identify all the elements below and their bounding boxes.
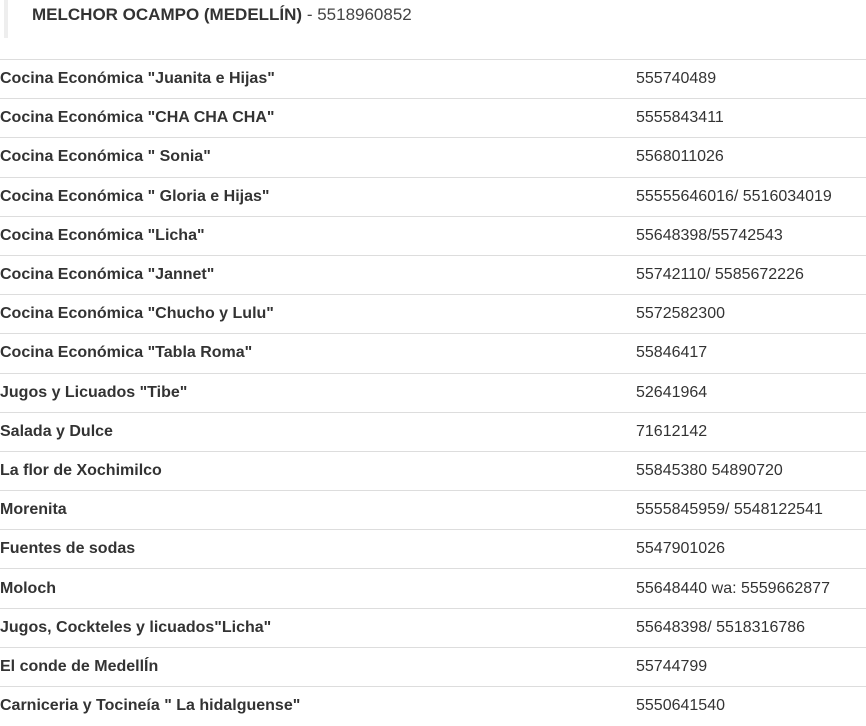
table-row [0,530,866,569]
business-name: Carniceria y Tocineía " La hidalguense" [0,687,636,726]
table-row [0,647,866,686]
table-row [0,608,866,647]
section-header-line [32,5,412,25]
table-row [0,99,866,138]
business-name: Jugos, Cockteles y licuados"Licha" [0,608,636,647]
table-row [0,60,866,99]
business-phone: 55555646016/ 5516034019 [636,177,866,216]
business-phone: 55846417 [636,334,866,373]
business-phone: 52641964 [636,373,866,412]
business-name: Fuentes de sodas [0,530,636,569]
business-name: Cocina Económica "Chucho y Lulu" [0,295,636,334]
business-phone: 5555843411 [636,99,866,138]
business-phone: 55744799 [636,647,866,686]
business-name: Cocina Económica "Jannet" [0,255,636,294]
business-phone: 71612142 [636,412,866,451]
table-row [0,216,866,255]
business-name: Cocina Económica " Gloria e Hijas" [0,177,636,216]
business-name: Cocina Económica " Sonia" [0,138,636,177]
business-name: Salada y Dulce [0,412,636,451]
directory-table [0,59,866,726]
business-phone: 5555845959/ 5548122541 [636,491,866,530]
section-phone: 5518960852 [317,5,412,24]
table-row [0,373,866,412]
business-name: La flor de Xochimilco [0,451,636,490]
business-phone: 55742110/ 5585672226 [636,255,866,294]
table-row [0,295,866,334]
business-phone: 5550641540 [636,687,866,726]
table-row [0,334,866,373]
table-row [0,412,866,451]
business-name: Cocina Económica "CHA CHA CHA" [0,99,636,138]
table-row [0,255,866,294]
section-title-separator: - [302,5,318,24]
business-name: Morenita [0,491,636,530]
business-phone: 55845380 54890720 [636,451,866,490]
directory-table-body [0,60,866,726]
section-header [4,0,866,38]
business-phone: 55648440 wa: 5559662877 [636,569,866,608]
table-row [0,451,866,490]
business-phone: 55648398/55742543 [636,216,866,255]
business-name: Cocina Económica "Tabla Roma" [0,334,636,373]
business-phone: 55648398/ 5518316786 [636,608,866,647]
business-name: Cocina Económica "Licha" [0,216,636,255]
business-name: El conde de MedellÍn [0,647,636,686]
table-row [0,687,866,726]
table-row [0,177,866,216]
table-row [0,138,866,177]
business-name: Moloch [0,569,636,608]
table-row [0,491,866,530]
business-name: Cocina Económica "Juanita e Hijas" [0,60,636,99]
business-name: Jugos y Licuados "Tibe" [0,373,636,412]
business-phone: 5547901026 [636,530,866,569]
business-phone: 5568011026 [636,138,866,177]
table-row [0,569,866,608]
business-phone: 5572582300 [636,295,866,334]
business-phone: 555740489 [636,60,866,99]
section-title: MELCHOR OCAMPO (MEDELLÍN) [32,5,303,24]
